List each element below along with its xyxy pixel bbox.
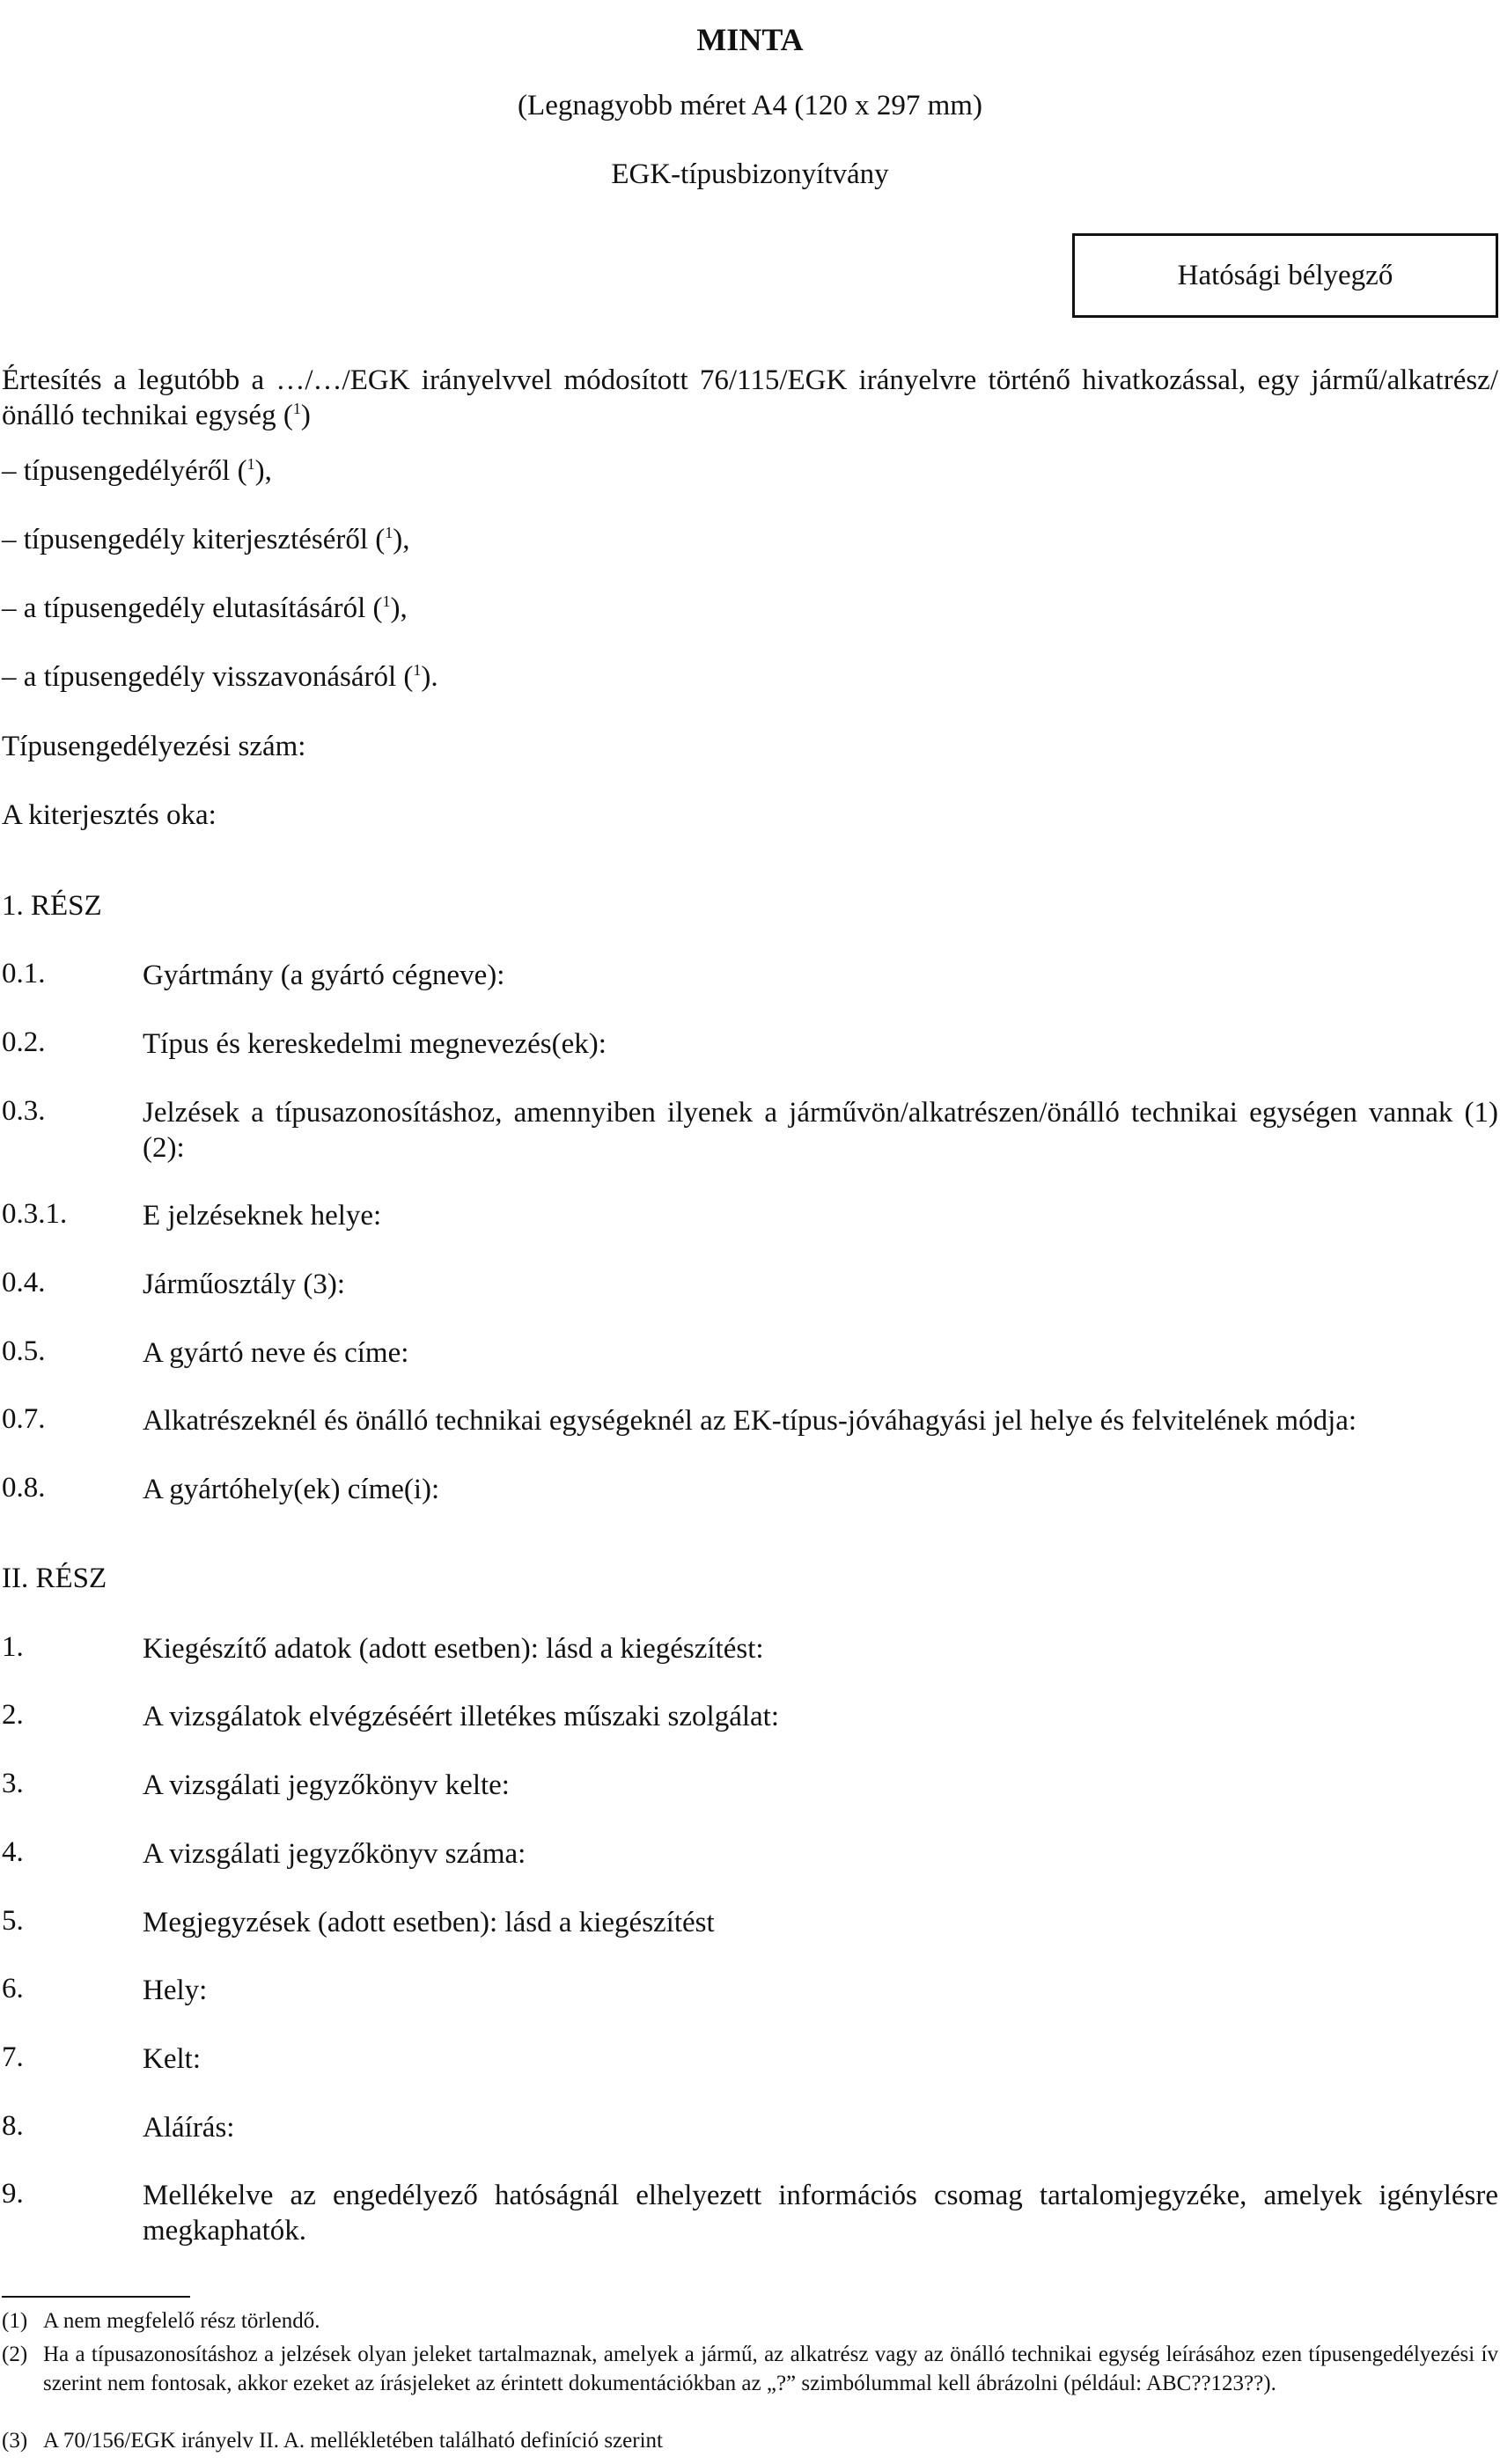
option-end: ), <box>393 524 410 555</box>
option-text: – típusengedélyéről <box>2 455 231 487</box>
item-text: Megjegyzések (adott esetben): lásd a kiegészítést <box>143 1907 715 1938</box>
item-number: 5. <box>2 1905 24 1937</box>
item-refs: (3): <box>303 1269 346 1300</box>
item-text: Kiegészítő adatok (adott esetben): lásd a kiegészítést: <box>143 1633 764 1665</box>
footnote <box>2 2426 1498 2455</box>
item-number: 0.3.1. <box>2 1198 68 1230</box>
footnote-text: A 70/156/EGK irányelv II. A. mellékletében található definíció szerint <box>43 2429 663 2453</box>
item-number: 3. <box>2 1768 24 1799</box>
item-number: 0.3. <box>2 1095 46 1127</box>
item-text: E jelzéseknek helye: <box>143 1200 382 1232</box>
option-withdrawal: – a típusengedély visszavonásáról ($^1$). <box>2 661 438 693</box>
item-text: A vizsgálati jegyzőkönyv kelte: <box>143 1769 510 1801</box>
item-text: Járműosztály <box>143 1269 297 1300</box>
option-end: ). <box>421 661 438 693</box>
footnote-mark: (2) <box>2 2343 28 2366</box>
footnote <box>2 2340 1498 2398</box>
footnote <box>2 2306 1498 2335</box>
item-text: Jelzések a típusazonosításhoz, amennyiben ilyenek a járművön/alkatrészen/önálló technikai egységen vannak <box>143 1097 1453 1129</box>
item-text: Gyártmány (a gyártó cégneve): <box>143 960 505 991</box>
item-text: Hely: <box>143 1975 208 2006</box>
item-number: 0.7. <box>2 1403 46 1435</box>
item-text: Mellékelve az engedélyező hatóságnál elhelyezett információs csomag tartalomjegyzéke, amelyek igénylésre megkaphatók. <box>143 2180 1498 2247</box>
size-note: (Legnagyobb méret A4 (120 x 297 mm) <box>518 90 982 121</box>
part2-heading: II. RÉSZ <box>2 1563 107 1594</box>
item-number: 7. <box>2 2041 24 2073</box>
item-text: Kelt: <box>143 2043 201 2075</box>
item-number: 6. <box>2 1973 24 2004</box>
intro-text: Értesítés a legutóbb a …/…/EGK irányelvvel módosított 76/115/EGK irányelvre történő hivatkozással, egy jármű/alkatrész/önálló technikai egység <box>2 364 1498 431</box>
item-number: 8. <box>2 2110 24 2142</box>
document-title: MINTA <box>696 22 804 57</box>
footnote-ref: 1 <box>246 455 255 473</box>
item-refs: (1) (2): <box>143 1097 1499 1164</box>
footnote-ref: 1 <box>385 524 393 541</box>
approval-number-label: Típusengedélyezési szám: <box>2 731 306 762</box>
item-number: 2. <box>2 1699 24 1731</box>
intro-paragraph: Értesítés a legutóbb a …/…/EGK irányelvvel módosított 76/115/EGK irányelvre történő hivatkozással, egy jármű/alkatrész/önálló technikai egység ($^1$) <box>2 364 1498 431</box>
part1-heading: 1. RÉSZ <box>2 890 102 922</box>
official-stamp-box <box>1072 233 1498 318</box>
stamp-label: Hatósági bélyegző <box>1177 259 1393 291</box>
item-text: Típus és kereskedelmi megnevezés(ek): <box>143 1028 607 1060</box>
item-number: 0.8. <box>2 1472 46 1504</box>
item-text: Alkatrészeknél és önálló technikai egységeknél az EK-típus-jóváhagyási jel helye és felvitelének módja: <box>143 1405 1357 1437</box>
option-refusal: – a típusengedély elutasításáról ($^1$), <box>2 592 408 624</box>
footnote-text: Ha a típusazonosításhoz a jelzések olyan jeleket tartalmaznak, amelyek a jármű, az alkatrész vagy az önálló technikai egység leírásához ezen típusengedélyezési ív szerint nem fontosak, akkor ezeket az írásjeleket az érintett dokumentációkban az „?” szimbólummal kell ábrázolni (például: ABC??123??). <box>43 2343 1498 2395</box>
footnote-text: A nem megfelelő rész törlendő. <box>43 2309 320 2333</box>
item-text: A vizsgálatok elvégzéséért illetékes műszaki szolgálat: <box>143 1701 779 1732</box>
item-number: 0.2. <box>2 1026 46 1058</box>
footnote-mark: (1) <box>2 2309 28 2333</box>
item-text: A gyártó neve és címe: <box>143 1337 409 1369</box>
item-number: 4. <box>2 1836 24 1868</box>
item-number: 0.4. <box>2 1267 46 1298</box>
footnote-divider <box>2 2296 190 2298</box>
extension-reason-label: A kiterjesztés oka: <box>2 799 217 831</box>
document-name: EGK-típusbizonyítvány <box>611 158 889 190</box>
option-extension: – típusengedély kiterjesztéséről ($^1$), <box>2 524 410 555</box>
item-number: 1. <box>2 1631 24 1663</box>
footnote-ref: 1 <box>413 661 422 679</box>
item-text-with-refs <box>143 1095 1498 1166</box>
option-text: – a típusengedély elutasításáról <box>2 592 366 624</box>
item-number: 0.5. <box>2 1335 46 1367</box>
option-end: ), <box>390 592 408 624</box>
footnote-mark: (3) <box>2 2429 28 2453</box>
item-text-with-refs <box>143 1267 1498 1302</box>
item-text: Aláírás: <box>143 2112 235 2144</box>
item-number: 9. <box>2 2178 24 2210</box>
option-end: ), <box>254 455 272 487</box>
option-type-approval: – típusengedélyéről ($^1$), <box>2 455 272 487</box>
item-text: A gyártóhely(ek) címe(i): <box>143 1474 440 1505</box>
option-text: – a típusengedély visszavonásáról <box>2 661 397 693</box>
intro-footnote-ref: 1 <box>292 400 301 417</box>
option-text: – típusengedély kiterjesztéséről <box>2 524 369 555</box>
footnote-ref: 1 <box>382 592 391 610</box>
item-text: A vizsgálati jegyzőkönyv száma: <box>143 1838 526 1870</box>
item-number: 0.1. <box>2 958 46 989</box>
